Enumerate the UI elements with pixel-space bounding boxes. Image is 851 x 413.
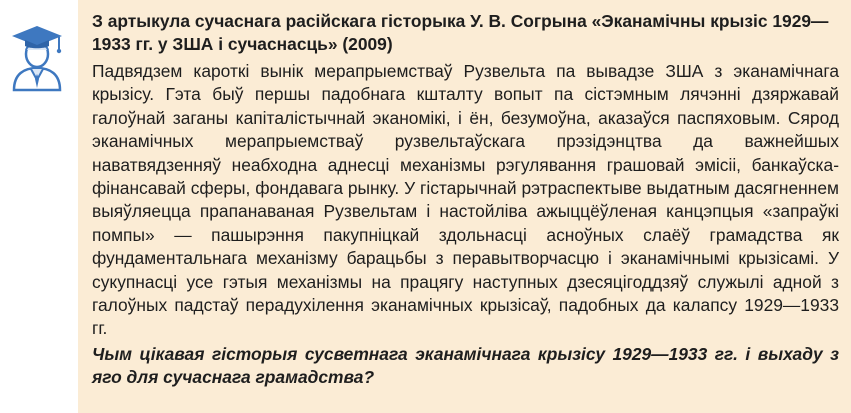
source-heading: З артыкула сучаснага расійскага гісторыка У. В. Согрына «Эканамічны крызіс 1929—1933 гг. у ЗША і сучаснасць» (2009) xyxy=(92,11,829,54)
text-panel xyxy=(78,0,851,413)
question-text: Чым цікавая гісторыя сусветнага эканамічнага крызісу 1929—1933 гг. і выхаду з яго для сучаснага грамадства? xyxy=(92,343,839,387)
quote-body: Падвядзем кароткі вынік мерапрыемстваў Рузвельта па вывадзе ЗША з эканамічнага крызісу. Гэта быў першы падобнага кшталту вопыт па сістэмным лячэнні дзяржавай галоўнай заганы капіталістычнай эканомікі, і ён, безумоўна, аказаўся паспяховым. Сярод эканамічных мерапрыемстваў рузвельтаўскага прэзідэнцтва да важнейшых наватвядзенняў неабходна аднесці механізмы рэгулявання грашовай эмісіі, банкаўска-фінансавай сферы, фондавага рынку. У гістарычнай рэтраспектыве выдатным дасягненнем выяўляецца прапанаваная Рузвельтам і настойліва ажыццёўленая канцэпцыя «запраўкі помпы» — пашырэння пакупніцкай здольнасці асноўных слаёў грамадства як фундаментальнага механізму барацьбы з перавытворчасцю і эканамічнымі крызісамі. У сукупнасці усе гэтыя механізмы на працягу наступных дзесяцігоддзяў служылі адной з галоўных падстаў перадухілення эканамічных крызісаў, падобных да калапсу 1929—1933 гг. xyxy=(92,61,839,339)
graduate-icon xyxy=(4,22,70,92)
